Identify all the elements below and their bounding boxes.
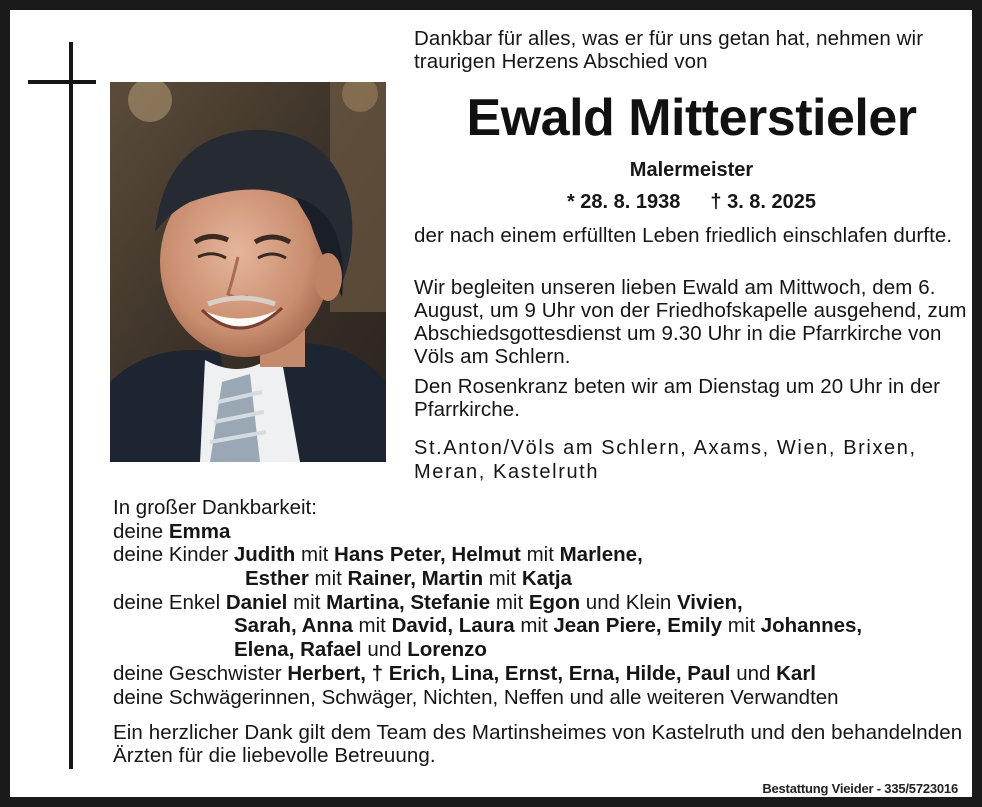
family-member-name: Daniel (225, 590, 288, 614)
mourners-relatives: deine Schwägerinnen, Schwäger, Nichten, Neffen und alle weiteren Verwandten (113, 685, 839, 709)
connector-text: mit (490, 590, 529, 614)
family-member-name: Lorenzo (407, 638, 487, 662)
life-dates (414, 190, 969, 214)
connector-text: und (730, 661, 777, 685)
deceased-name: Ewald Mitterstieler (466, 89, 917, 147)
birth-date: * 28. 8. 1938 (566, 191, 681, 213)
connector-text: mit (352, 614, 392, 638)
connector-text: und Klein (580, 590, 677, 614)
family-member-name: Hans Peter, Helmut (334, 543, 521, 567)
family-member-name: Elena, Rafael (234, 638, 362, 662)
mourners-list (113, 496, 973, 709)
family-member-name: Marlene, (559, 543, 643, 567)
family-member-name: Katja (521, 567, 572, 591)
family-member-name: David, Laura (391, 614, 515, 638)
mourners-grandchildren: deine Enkel Daniel mit Martina, Stefanie mit Egon und Klein Vivien, (113, 590, 743, 614)
family-member-name: Sarah, Anna (234, 614, 353, 638)
family-member-name: Jean Piere, Emily (553, 614, 722, 638)
mourners-heading: In großer Dankbarkeit: (113, 496, 317, 519)
family-member-name: Karl (776, 661, 816, 685)
connector-text: mit (520, 543, 560, 567)
connector-text: mit (483, 567, 522, 591)
family-member-name: Vivien, (676, 590, 743, 614)
cross-icon-bar (28, 80, 96, 84)
connector-text: mit (308, 567, 348, 591)
mourners-wife: deine Emma (113, 519, 231, 543)
funeral-home-footer: Bestattung Vieider - 335/5723016 (762, 781, 958, 796)
connector-text: und (361, 638, 408, 662)
connector-text: mit (514, 614, 554, 638)
portrait-photo (110, 82, 386, 462)
portrait-illustration (110, 82, 386, 462)
funeral-details: Wir begleiten unseren lieben Ewald am Mittwoch, dem 6. August, um 9 Uhr von der Friedhofskapelle ausgehend, zum Abschiedsgottesdienst um 9.30 Uhr in die Pfarrkirche von Völs am Schlern. (414, 276, 967, 368)
family-member-name: Rainer, Martin (347, 567, 484, 591)
family-member-name: Herbert, † Erich, Lina, Ernst, Erna, Hilde, Paul (287, 661, 731, 685)
death-date: † 3. 8. 2025 (710, 191, 817, 213)
places-list: St.Anton/Völs am Schlern, Axams, Wien, Brixen, Meran, Kastelruth (414, 437, 917, 483)
family-member-name: Judith (233, 543, 296, 567)
family-member-name: Johannes, (760, 614, 863, 638)
wife-name: Emma (168, 519, 231, 543)
profession: Malermeister (629, 159, 754, 181)
rosary-details: Den Rosenkranz beten wir am Dienstag um 20 Uhr in der Pfarrkirche. (414, 375, 941, 421)
mourners-siblings: deine Geschwister Herbert, † Erich, Lina, Ernst, Erna, Hilde, Paul und Karl (113, 661, 816, 685)
mourners-children-cont (113, 567, 973, 591)
mourners-children: deine Kinder Judith mit Hans Peter, Helmut mit Marlene, (113, 543, 643, 567)
mourners-grandchildren-cont2 (113, 638, 973, 662)
connector-text: mit (722, 614, 761, 638)
family-member-name: Egon (528, 590, 581, 614)
family-member-name: Martina, Stefanie (326, 590, 491, 614)
mourners-grandchildren-cont (113, 614, 973, 638)
connector-text: mit (287, 590, 327, 614)
cross-icon (69, 42, 73, 769)
passed-text: der nach einem erfüllten Leben friedlich einschlafen durfte. (414, 224, 953, 247)
connector-text: mit (295, 543, 335, 567)
thanks-text: Ein herzlicher Dank gilt dem Team des Martinsheimes von Kastelruth und den behandelnden Ärzten für die liebevolle Betreuung. (113, 721, 963, 767)
intro-text: Dankbar für alles, was er für uns getan hat, nehmen wir traurigen Herzens Abschied von (414, 27, 924, 73)
family-member-name: Esther (245, 567, 309, 591)
